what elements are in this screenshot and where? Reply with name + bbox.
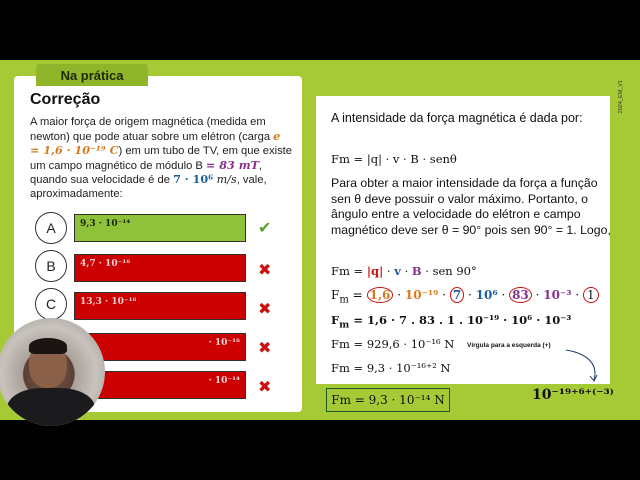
- option-c-circle[interactable]: C: [35, 288, 67, 320]
- eq-text: F: [331, 288, 340, 302]
- equation-line-4: Fm = 929,6 · 10⁻¹⁶ N: [331, 337, 455, 351]
- eq-circled-g: 1: [583, 287, 599, 303]
- exponent-sum: 10⁻¹⁹⁺⁶⁺⁽⁻³⁾: [532, 387, 614, 403]
- eq-term-b: 10⁻¹⁹: [404, 288, 439, 302]
- eq-field: B: [411, 264, 422, 278]
- field-value: = 83 mT: [206, 157, 259, 172]
- option-c-answer[interactable]: 13,3 · 10⁻¹⁶: [74, 292, 246, 320]
- presenter-hair: [29, 338, 67, 354]
- final-answer-box: Fm = 9,3 · 10⁻¹⁴ N: [326, 388, 450, 412]
- charge-value: e = 1,6 · 10⁻¹⁹ C: [30, 128, 281, 158]
- eq-subscript: m: [339, 319, 350, 331]
- question-part: , quando sua velocidade é de: [30, 159, 263, 187]
- equation-line-1: Fm = |q| · v · B · sen 90°: [331, 264, 477, 278]
- comma-note: Vírgula para a esquerda (+): [467, 342, 551, 349]
- presenter-webcam: [0, 318, 105, 426]
- check-icon: ✔: [258, 220, 272, 237]
- equation-line-5: Fm = 9,3 · 10⁻¹⁶⁺² N: [331, 361, 451, 375]
- option-a-answer[interactable]: 9,3 · 10⁻¹⁴: [74, 214, 246, 242]
- force-formula: Fm = |q| · v · B · senθ: [331, 152, 457, 166]
- question-part: ) em um tubo de TV, em que existe um campo magnético de módulo B: [30, 145, 292, 172]
- option-b-circle[interactable]: B: [35, 250, 67, 282]
- eq-circled-e: 83: [509, 287, 532, 303]
- presenter-body: [7, 388, 95, 426]
- eq-subscript: m: [339, 294, 349, 306]
- section-tab: Na prática: [36, 64, 148, 86]
- question-part: , vale, aproximadamente:: [30, 174, 267, 200]
- equation-line-2: $F_m = 1,6 \cdot 10^{-19} \cdot 7 \cdot 10^6 \cdot 83 \cdot 10^{-3} \cdot 1$: [331, 288, 611, 308]
- eq-charge: |q|: [366, 264, 384, 278]
- eq-term-d: 10⁶: [475, 288, 498, 302]
- eq-velocity: v: [394, 264, 401, 278]
- eq-text: F: [331, 313, 340, 327]
- question-text: [30, 116, 292, 202]
- solution-explanation: Para obter a maior intensidade da força a função sen θ deve possuir o valor máximo. Portanto, o ângulo entre a velocidade do elétron e campo magnético deve ser θ = 90° pois sen 90° = 1. Logo,: [331, 176, 611, 237]
- eq-text: = 1,6 · 7 . 83 . 1 . 10⁻¹⁹ · 10⁶ · 10⁻³: [349, 313, 572, 327]
- cross-icon: ✖: [258, 301, 272, 318]
- eq-circled-a: 1,6: [367, 287, 394, 303]
- option-d-answer[interactable]: · 10⁻¹⁶: [74, 333, 246, 361]
- solution-intro: A intensidade da força magnética é dada por:: [331, 111, 583, 125]
- eq-text: · sen 90°: [421, 264, 477, 278]
- equation-line-3: [331, 313, 611, 333]
- option-e-answer[interactable]: · 10⁻¹⁴: [74, 371, 246, 399]
- velocity-unit: m/s: [213, 173, 237, 187]
- eq-circled-c: 7: [450, 287, 464, 303]
- option-b-answer[interactable]: 4,7 · 10⁻¹⁶: [74, 254, 246, 282]
- cross-icon: ✖: [258, 262, 272, 279]
- option-a-circle[interactable]: A: [35, 212, 67, 244]
- letterbox-bottom: [0, 420, 640, 480]
- eq-text: =: [348, 288, 367, 302]
- letterbox-top: [0, 0, 640, 60]
- cross-icon: ✖: [258, 379, 272, 396]
- eq-text: Fm =: [331, 264, 367, 278]
- eq-term-f: 10⁻³: [543, 288, 572, 302]
- cross-icon: ✖: [258, 340, 272, 357]
- velocity-value: 7 · 10⁶: [173, 172, 214, 187]
- slide-code: 2024_EM_V1: [618, 80, 624, 114]
- page-title: Correção: [30, 91, 101, 108]
- arrow-icon: [560, 348, 604, 384]
- question-part: A maior força de origem magnética (medida em newton) que pode atuar sobre um elétron (carga: [30, 116, 274, 143]
